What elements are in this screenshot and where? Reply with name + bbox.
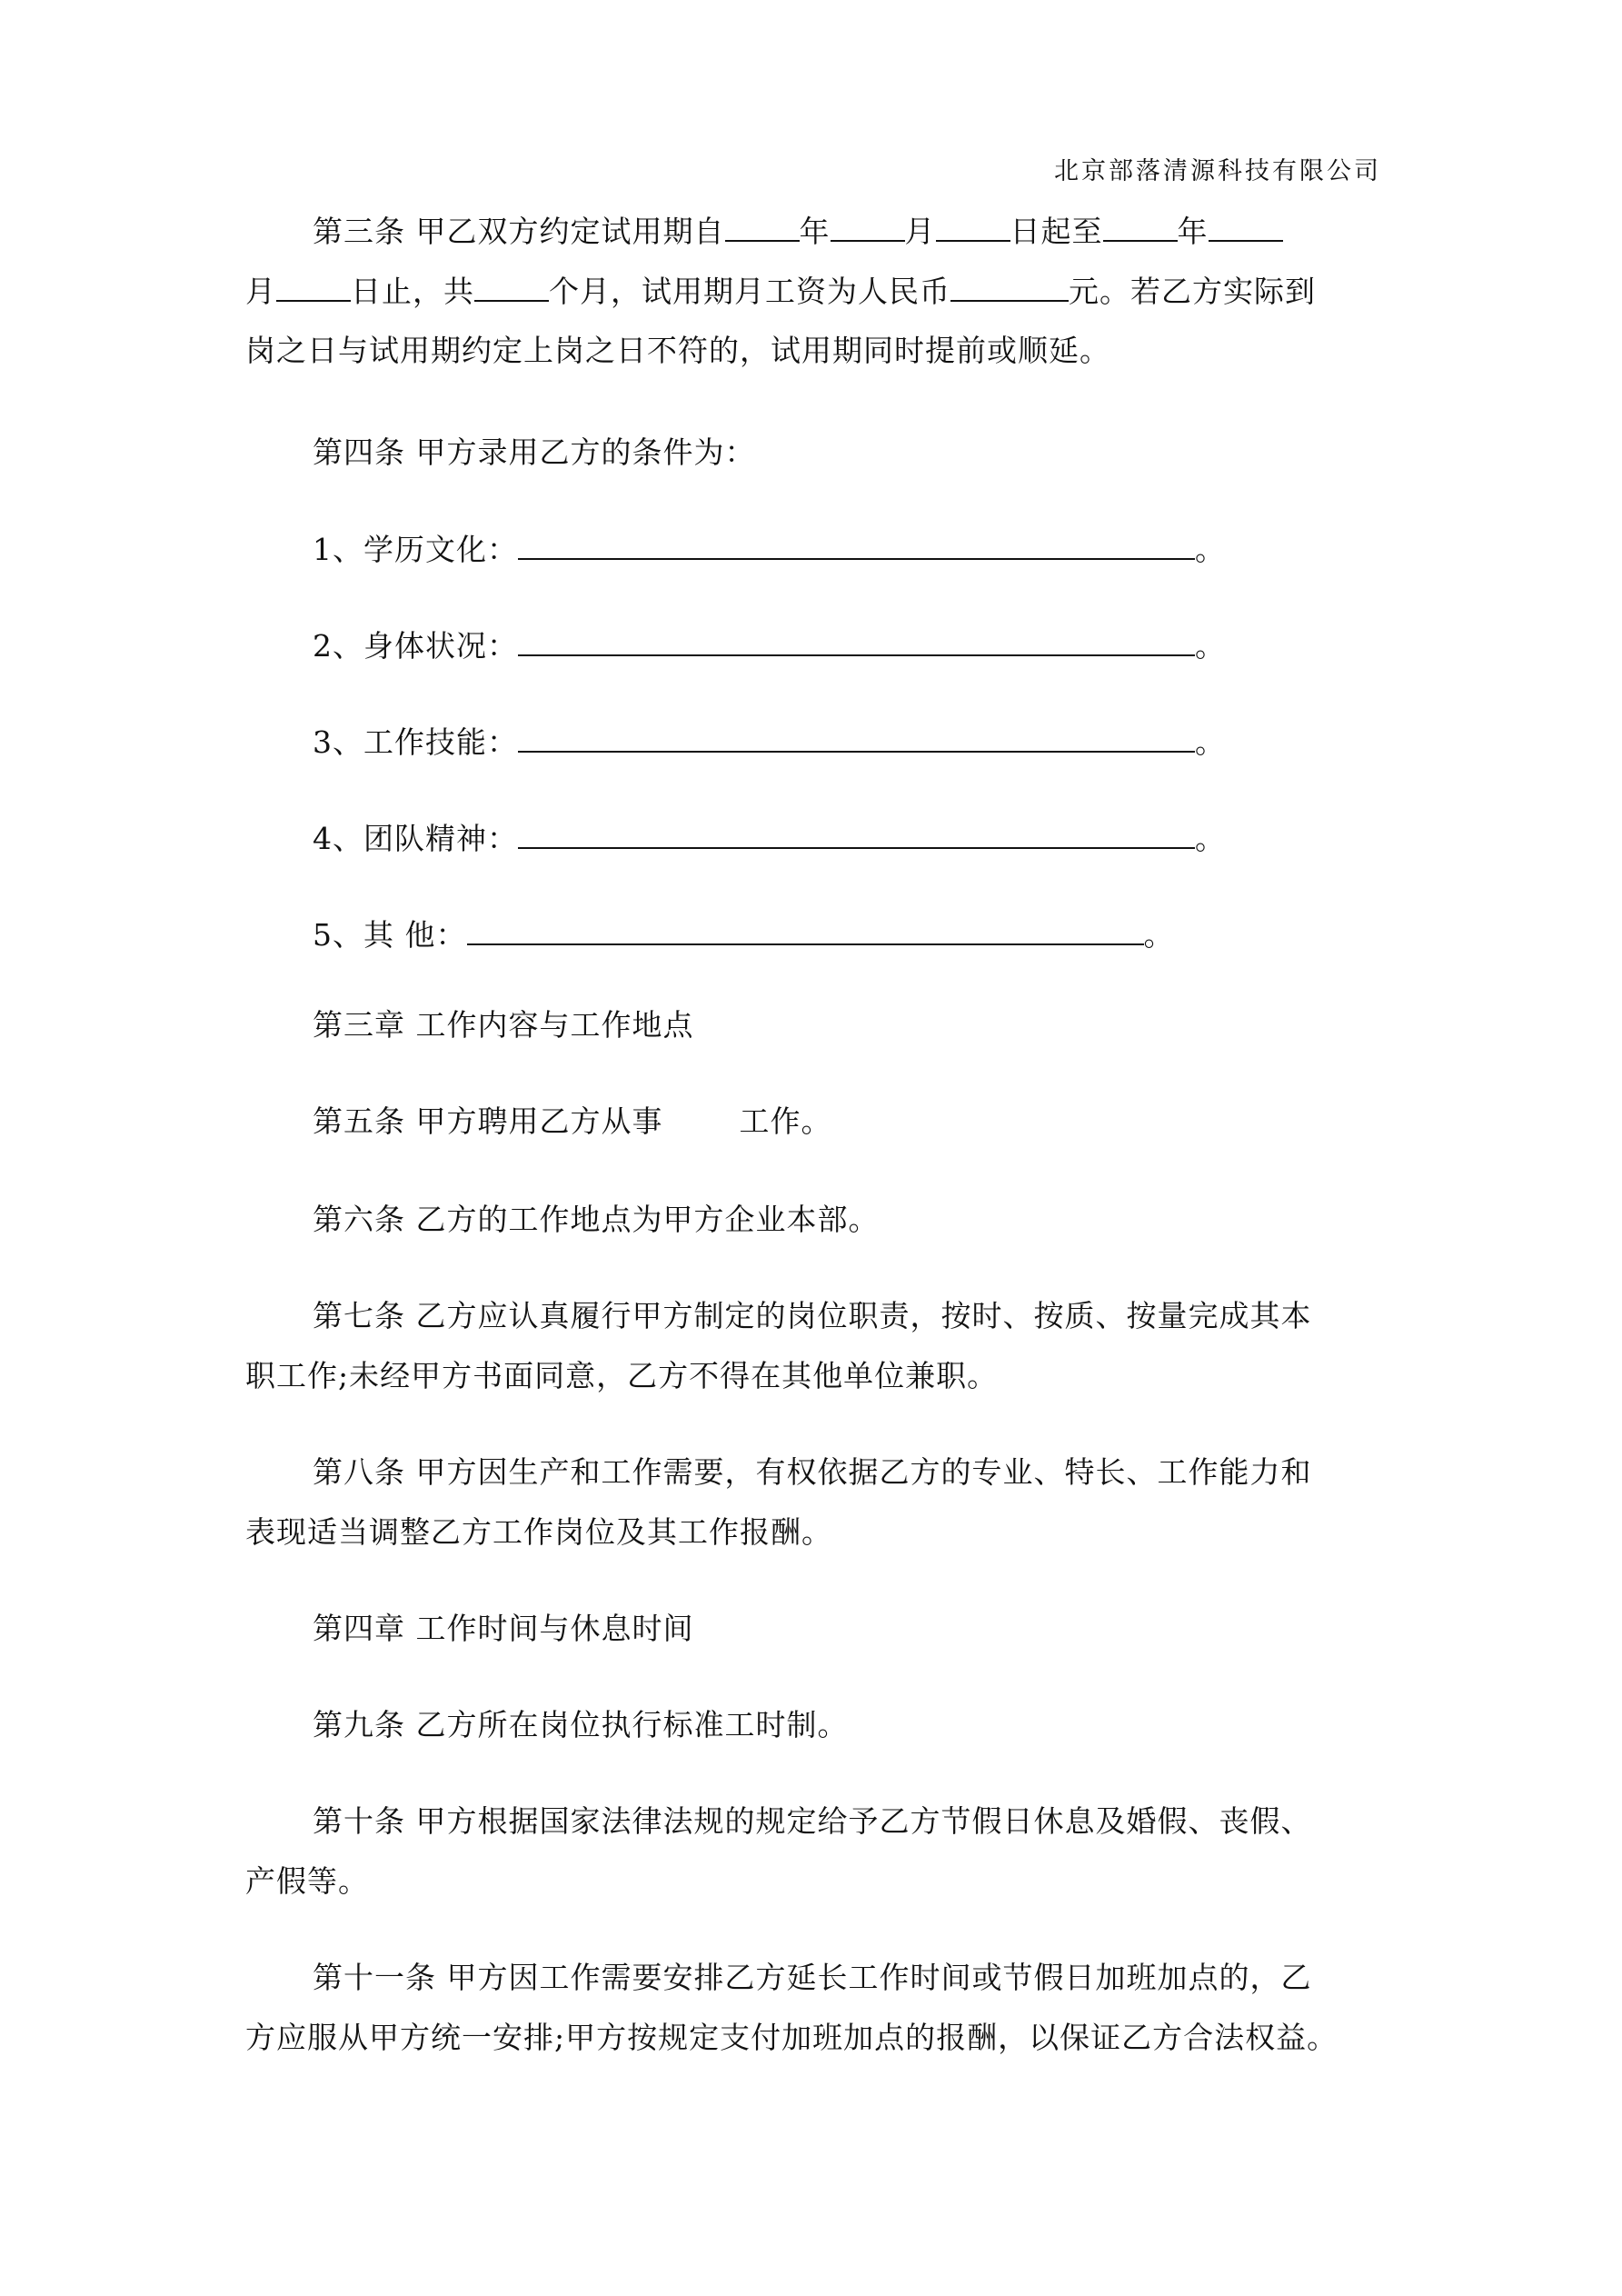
article-3-line-2 — [245, 273, 1316, 310]
article-8-line-1: 第八条 甲方因生产和工作需要，有权依据乙方的专业、特长、工作能力和 — [313, 1454, 1312, 1490]
blank-field[interactable] — [1103, 213, 1178, 242]
article-10-line-2: 产假等。 — [245, 1863, 369, 1899]
condition-item — [313, 820, 1226, 857]
condition-end: 。 — [1143, 917, 1175, 953]
article-10-line-1: 第十条 甲方根据国家法律法规的规定给予乙方节假日休息及婚假、丧假、 — [313, 1803, 1312, 1839]
blank-field[interactable] — [518, 724, 1195, 753]
condition-end: 。 — [1195, 628, 1226, 664]
condition-label: 1、学历文化： — [313, 532, 518, 567]
condition-item — [313, 916, 1175, 953]
blank-field[interactable] — [936, 213, 1010, 242]
condition-item — [313, 724, 1226, 761]
article-5 — [313, 1103, 832, 1140]
article-3-lead: 第三条 甲乙双方约定试用期自 — [313, 214, 725, 249]
article-5-tail: 工作。 — [739, 1103, 832, 1139]
article-3-line-3: 岗之日与试用期约定上岗之日不符的，试用期同时提前或顺延。 — [245, 333, 1110, 368]
article-3-line-1 — [313, 213, 1283, 250]
article-11-line-1: 第十一条 甲方因工作需要安排乙方延长工作时间或节假日加班加点的，乙 — [313, 1960, 1312, 1995]
article-3-day2-label: 日止，共 — [351, 274, 474, 309]
article-3-months-label: 个月，试用期月工资为人民币 — [549, 274, 950, 309]
blank-field[interactable] — [518, 531, 1195, 560]
condition-item — [313, 627, 1226, 664]
article-9: 第九条 乙方所在岗位执行标准工时制。 — [313, 1707, 849, 1742]
article-3-day-label: 日起至 — [1010, 214, 1103, 249]
blank-field[interactable] — [518, 627, 1195, 656]
article-7-line-2: 职工作;未经甲方书面同意，乙方不得在其他单位兼职。 — [245, 1358, 999, 1393]
blank-field[interactable] — [1209, 213, 1283, 242]
chapter-3-title: 第三章 工作内容与工作地点 — [313, 1007, 694, 1043]
header-company-name: 北京部落清源科技有限公司 — [1054, 157, 1381, 185]
article-7-line-1: 第七条 乙方应认真履行甲方制定的岗位职责，按时、按质、按量完成其本 — [313, 1298, 1312, 1333]
condition-label: 3、工作技能： — [313, 724, 518, 760]
condition-label: 2、身体状况： — [313, 628, 518, 664]
condition-label: 5、其 他： — [313, 917, 467, 953]
condition-label: 4、团队精神： — [313, 821, 518, 856]
condition-end: 。 — [1195, 532, 1226, 567]
article-3-month2-label: 月 — [245, 274, 276, 309]
blank-field[interactable] — [950, 273, 1069, 302]
article-4-title: 第四条 甲方录用乙方的条件为： — [313, 434, 756, 470]
article-5-lead: 第五条 甲方聘用乙方从事 — [313, 1103, 663, 1139]
blank-field[interactable] — [276, 273, 351, 302]
article-6: 第六条 乙方的工作地点为甲方企业本部。 — [313, 1202, 880, 1237]
blank-field[interactable] — [725, 213, 800, 242]
article-3-line-2-tail: 元。若乙方实际到 — [1069, 274, 1316, 309]
condition-end: 。 — [1195, 724, 1226, 760]
condition-end: 。 — [1195, 821, 1226, 856]
article-11-line-2: 方应服从甲方统一安排;甲方按规定支付加班加点的报酬，以保证乙方合法权益。 — [245, 2020, 1338, 2055]
chapter-4-title: 第四章 工作时间与休息时间 — [313, 1611, 694, 1646]
blank-field[interactable] — [467, 916, 1144, 945]
blank-field[interactable] — [518, 820, 1195, 849]
article-3-month-label: 月 — [904, 214, 936, 249]
article-3-year-label: 年 — [799, 214, 831, 249]
blank-field[interactable] — [474, 273, 549, 302]
article-3-year2-label: 年 — [1177, 214, 1209, 249]
blank-field[interactable] — [831, 213, 905, 242]
article-8-line-2: 表现适当调整乙方工作岗位及其工作报酬。 — [245, 1514, 832, 1550]
condition-item — [313, 531, 1226, 568]
